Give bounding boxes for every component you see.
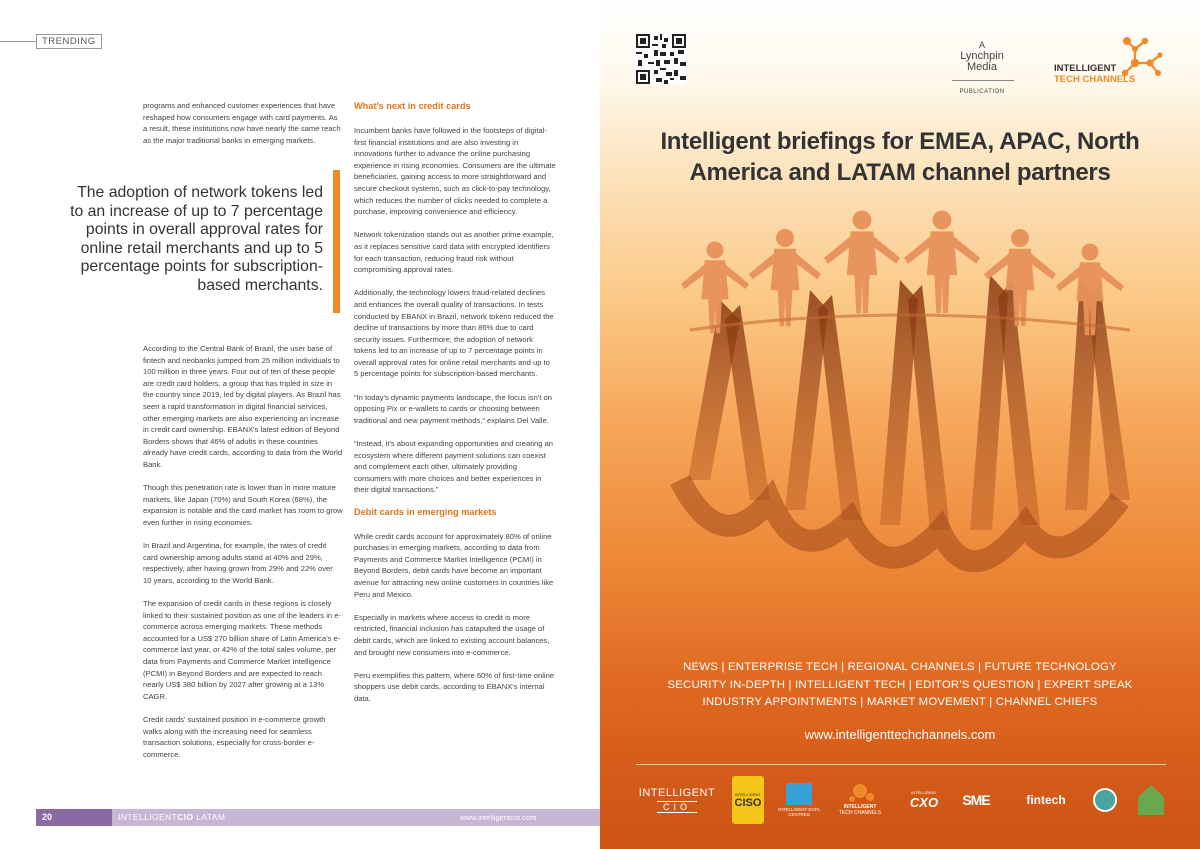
intelligent-data-centres-logo[interactable]: INTELLIGENT DATA CENTRES [775, 776, 823, 824]
paper-chain-people-image [600, 180, 1200, 660]
section-rule [0, 41, 36, 42]
paragraph: “Instead, it's about expanding opportunities and creating an ecosystem where different payment solutions can coexist and complement each other, ultimately providing consumers with more choices and better experiences in their digital transactions.” [354, 439, 554, 495]
intelligent-fintech-logo[interactable]: fintech [1026, 793, 1066, 807]
qr-code-icon[interactable] [636, 34, 686, 84]
paragraph: According to the Central Bank of Brazil, the user base of fintech and neobanks jumped from 25 million individuals to 100 million in three years. Four out of ten of these people are credit card holders, a group that has tripled in size in the country since 2019, led by digital players. As Brazil has seen a rapid transformation in digital financial services, other emerging markets are also experiencing an increase in credit card ownership. EBANX's latest edition of Beyond Borders shows that 46% of adults in these countries already have credit cards, according to data from the World Bank. [143, 344, 343, 469]
intelligent-sme-logo[interactable]: SME [962, 792, 990, 808]
section-tag: TRENDING [36, 34, 102, 49]
paragraph: In Brazil and Argentina, for example, the rates of credit card ownership among adults stand at 40% and 29%, respectively, after having grown from 29% and 22% over 10 years, according to the World Bank. [143, 541, 333, 585]
pull-quote: The adoption of network tokens led to an increase of up to 7 percentage points in overall approval rates for online retail merchants and up to 5 percentage points for subscription-based merchants. [70, 184, 323, 294]
logo-divider [636, 764, 1166, 765]
topic-row: NEWS | ENTERPRISE TECH | REGIONAL CHANNELS | FUTURE TECHNOLOGY [683, 661, 1117, 673]
paragraph: “In today's dynamic payments landscape, the focus isn't on opposing Pix or e-wallets to cards or choosing between traditional and new payment methods,” explains Del Valle. [354, 392, 552, 425]
intelligent-cxo-logo[interactable]: INTELLIGENT CXO [909, 790, 939, 810]
circular-brand-logo[interactable] [1088, 776, 1122, 824]
paragraph: The expansion of credit cards in these regions is closely linked to their sustained position as one of the leaders in e-commerce across emerging markets. These methods accounted for a US$ 270 billion share of Latin America's e-commerce last year, or 42% of the total sales volume, per data from Payments and Commerce Market Intelligence (PCMI) in Beyond Borders and are expected to reach nearly US$ 380 billion by 2027 after growing at a 13% CAGR. [143, 599, 341, 701]
article-column-1-top [143, 100, 343, 158]
intelligent-ciso-logo[interactable]: INTELLIGENT CISO [732, 776, 764, 824]
advert-topics [620, 659, 1180, 712]
paragraph: Credit cards' sustained position in e-commerce growth walks along with the increasing need for seamless transaction solutions, especially for cross-border e-commerce. [143, 715, 326, 759]
publisher-rule [952, 80, 1014, 81]
subheading: Debit cards in emerging markets [354, 506, 497, 517]
paragraph: programs and enhanced customer experiences that have reshaped how consumers engage with card payments. As a result, these institutions now have nearly the same reach as the major traditional banks in emerging markets. [143, 101, 341, 145]
intelligent-cio-logo[interactable]: INTELLIGENT CIO [638, 787, 716, 812]
topic-row: INDUSTRY APPOINTMENTS | MARKET MOVEMENT | CHANNEL CHIEFS [702, 696, 1098, 708]
itc-wordmark: INTELLIGENT TECH CHANNELS [1054, 63, 1136, 85]
pull-quote-bar [333, 170, 340, 313]
article-column-1-bottom [143, 343, 343, 772]
page-number: 20 [36, 809, 112, 826]
advert-headline: Intelligent briefings for EMEA, APAC, North America and LATAM channel partners [660, 128, 1140, 186]
green-brand-logo[interactable] [1134, 776, 1168, 824]
paragraph: Especially in markets where access to credit is more restricted, financial inclusion has catapulted the usage of debit cards, which are linked to existing account balances, and brought new consumers into e-commerce. [354, 612, 550, 657]
article-column-2 [354, 100, 556, 716]
paragraph: Incumbent banks have followed in the footsteps of digital-first financial institutions and are also investing in innovations further to advance the online purchasing experience in rising economies. Consumers are the ultimate beneficiaries, gaining access to more straightforward and secure checkout systems, such as click-to-pay technology, which reduces the number of clicks needed to complete a purchase, improving convenience and efficiency. [354, 126, 556, 217]
subheading: What's next in credit cards [354, 101, 471, 111]
footer-brand: INTELLIGENTCIO LATAM [118, 812, 226, 822]
paragraph: Network tokenization stands out as another prime example, as it replaces sensitive card data with encrypted identifiers for each transaction, reducing fraud risk without compromising approval rates. [354, 230, 554, 275]
brand-logos [632, 776, 1172, 826]
paragraph: Peru exemplifies this pattern, where 60% of first-time online shoppers use debit cards, according to EBANX's internal data. [354, 670, 555, 703]
paragraph: Though this penetration rate is lower than in more mature markets, like Japan (70%) and South Korea (68%), the expansion is notable and the card market has room to grow even further in rising economies. [143, 483, 343, 527]
advert-website[interactable]: www.intelligenttechchannels.com [804, 727, 996, 742]
footer-url[interactable]: www.intelligentcio.com [460, 813, 537, 822]
publisher-logo: A Lynchpin Media PUBLICATION [959, 40, 1005, 95]
intelligent-tech-channels-logo[interactable]: INTELLIGENT TECH CHANNELS [832, 776, 888, 824]
paragraph: Additionally, the technology lowers fraud-related declines and enhances the overall quality of transactions. In tests conducted by EBANX in Brazil, network tokens reduced the decline of transactions by more than 86% due to card security issues. Furthermore, the adoption of network tokens led to an increase of up to 7 percentage points in overall approval rates for online retail merchants and up to 5 percentage points for subscription-based merchants. [354, 288, 554, 379]
page-footer [0, 809, 600, 826]
advert-page [600, 0, 1200, 849]
paragraph: While credit cards account for approximately 80% of online purchases in emerging markets, according to data from Payments and Commerce Market Intelligence (PCMI) in Beyond Borders, debit cards have become an important avenue for attracting new online customers in countries like Peru and Mexico. [354, 531, 554, 599]
topic-row: SECURITY IN-DEPTH | INTELLIGENT TECH | EDITOR'S QUESTION | EXPERT SPEAK [667, 678, 1133, 691]
